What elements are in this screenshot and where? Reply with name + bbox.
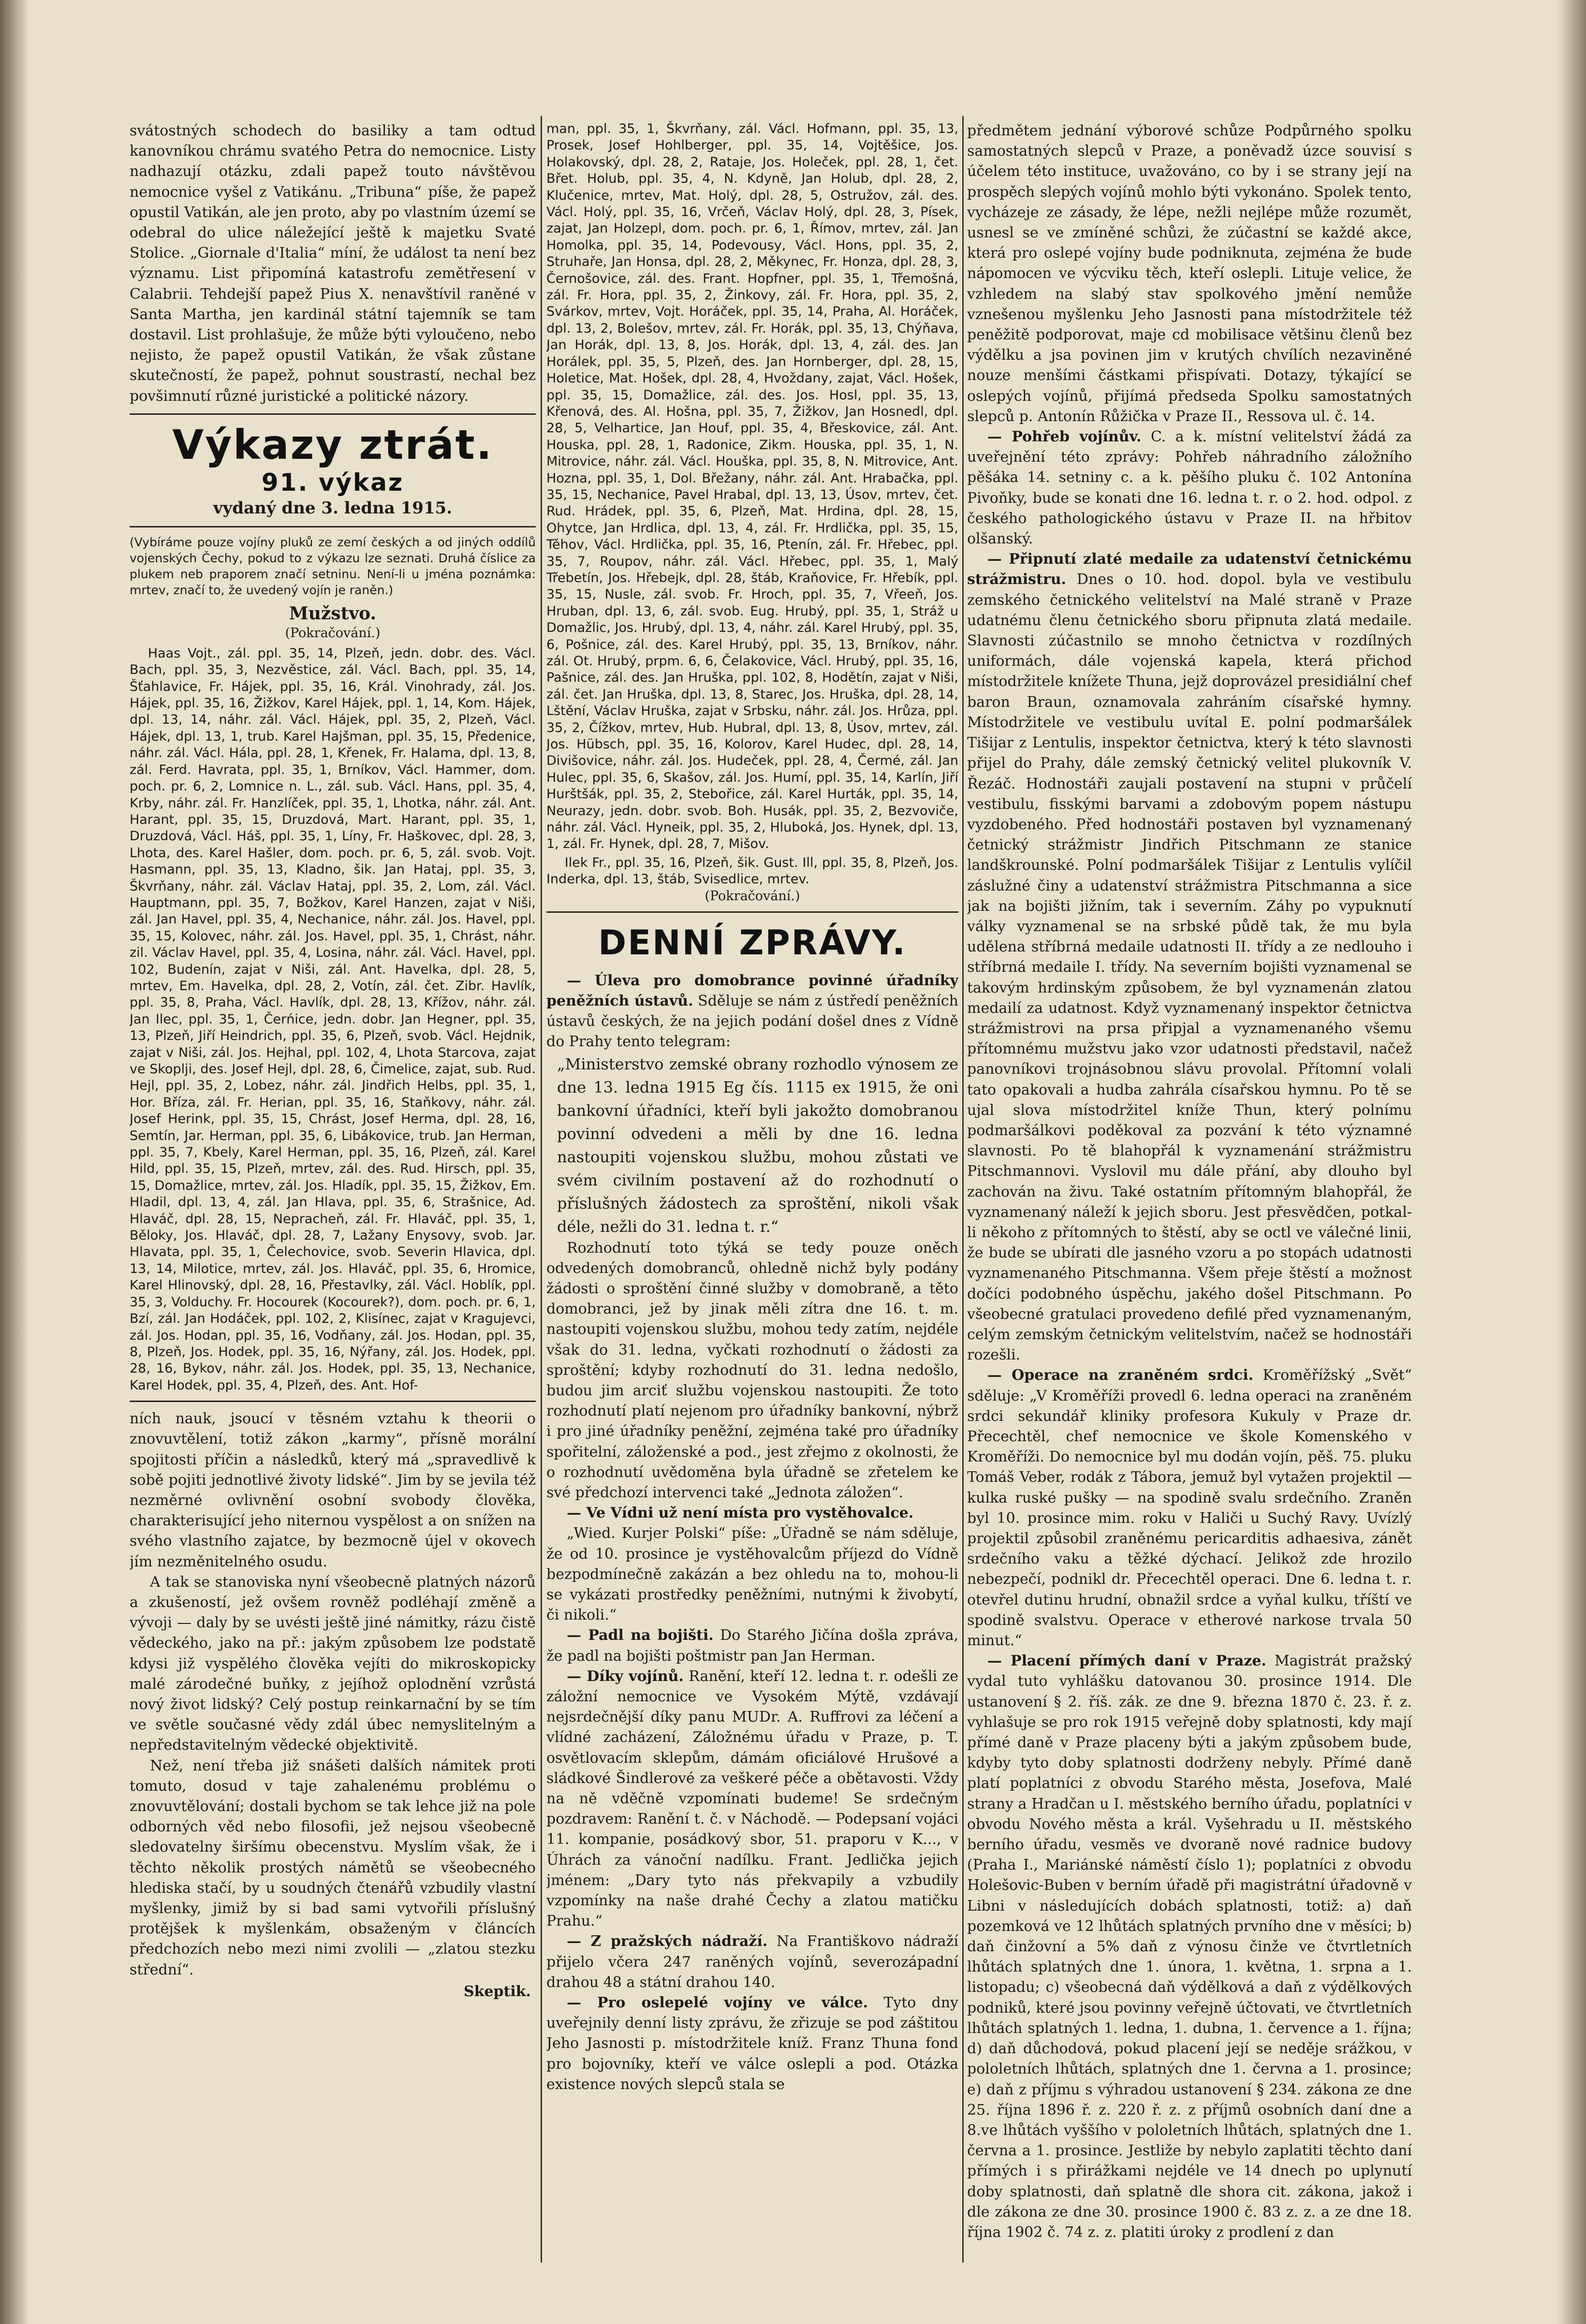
medaile-text: Dnes o 10. hod. dopol. byla ve vestibulu zemského četnického velitelství na Malé straně v Praze udatnému členu četnického sboru připnuta zlatá medaile. Slavnosti zúčastnilo se mnoho četnictva v rozdílných uniformách, dále vojenská kapela, která přichod místodržitele knížete Thuna, jejž doprovázel presidiální chef baron Braun, oznamovala zahráním císařské hymny. Místodržitele ve vestibulu uvítal E. polní podmaršálek Tišijar z Lentulis, inspektor četnictva, který k této slavnosti přijel do Prahy, dále zemský četnický velitel plukovník V. Řezáč. Hodnostáři zaujali postavení na stupni v průčelí vestibulu, fisskými barvami a zdobovým popem nástupu vyzdobeného. Před hodnostáři postaven byl vyznamenaný četnický strážmistr Jindřich Pitschmann ze stanice landškrounské. Polní podmaršálek Tišijar z Lentulis vylíčil záslužné činy a udatenství strážmistra Pitschmanna a sice jak na bojišti jižním, tak i severním. Záhy po vypuknutí války vyznamenal se na srbské půdě tak, že mu byla udělena stříbrná medaile udatnosti II. třídy a ze nedlouho i stříbrná medaile I. třídy. Na severním bojišti vyznamenal se takovým hrdinským způsobem, že byl vyznamenán zlatou medailí za udatnost. Když vyznamenaný inspektor četnictva strážmistrovi na prsa připjal a vyznamenaného všemu přítomnému mužstvu jako vzor udatnosti představil, načež panovníkovi trojnásobnou slávu provolal. Přítomní volali tato opakovali a hudba zahrála císařskou hymnu. Po tě se ujal slova místodržitel kníže Thun, který polnímu podmaršálkovi poděkoval za pozvání k této významné slavnosti. Po tě blahopřál k vyznamenání strážmistru Pitschmannovi. Vyslovil mu dále přání, aby dlouho byl zachován na živu. Také ostatním přítomným blahopřál, že vyznamenaný náleží k jejich sboru. Jest přesvědčen, potkal-li někoho z přítomných to štěstí, aby se octl ve válečné linii, že bude se ubírati dle jasného vzoru a po stopách udatnosti vyznamenaného Pitschmanna. Všem přeje štěstí a možnost dočíci podobného úspěchu, jakého došel Pitschmann. Po všeobecné gratulaci provedeno defilé před vyznamenaným, celým zemským četnickým velitelstvím, načež se hodnostáři rozešli. (967, 571, 1412, 1364)
vykaz-number: 91. výkaz (261, 468, 404, 497)
page-right-edge-shadow (1557, 0, 1586, 2324)
page-left-edge-shadow (0, 0, 29, 2324)
casualty-list-left: Haas Vojt., zál. ppl. 35, 14, Plzeň, jedn. dobr. des. Václ. Bach, ppl. 35, 3, Nezvěstice, zál. Václ. Bach, ppl. 35, 14, Šťahlavice, Fr. Hájek, ppl. 35, 16, Král. Vinohrady, zál. Jos. Hájek, ppl. 35, 16, Žižkov, Karel Hájek, ppl. 1, 14, Kom. Hájek, dpl. 13, 14, náhr. zál. Václ. Hájek, ppl. 35, 2, Plzeň, Václ. Hájek, dpl. 13, 1, trub. Karel Hajšman, ppl. 35, 15, Předenice, náhr. zál. Václ. Hála, ppl. 28, 1, Křenek, Fr. Halama, dpl. 13, 8, zál. Ferd. Havrata, ppl. 35, 1, Brníkov, Václ. Hammer, dom. poch. pr. 6, 2, Lomnice n. L., zál. sub. Václ. Hans, ppl. 35, 4, Krby, náhr. zál. Fr. Hanzlíček, ppl. 35, 1, Lhotka, náhr. zál. Ant. Harant, ppl. 35, 15, Druzdová, Mart. Harant, ppl. 35, 1, Druzdová, Václ. Háš, ppl. 35, 1, Líny, Fr. Haškovec, dpl. 28, 3, Lhota, des. Karel Hašler, dom. poch. pr. 6, 5, zál. svob. Vojt. Hasmann, ppl. 35, 13, Kladno, šik. Jan Hataj, ppl. 35, 3, Škvrňany, náhr. zál. Václav Hataj, ppl. 35, 2, Lom, zál. Václ. Hauptmann, ppl. 35, 7, Božkov, Karel Hanzen, zajat v Niši, zál. Jan Havel, ppl. 35, 4, Nechanice, náhr. zál. Jos. Havel, ppl. 35, 15, Kolovec, náhr. zál. Jos. Havel, ppl. 35, 1, Chrást, náhr. zil. Václav Havel, ppl. 35, 4, Losina, náhr. zál. Václ. Havel, ppl. 102, Budenín, zajat v Niši, zál. Ant. Havelka, dpl. 28, 5, mrtev, Em. Havelka, dpl. 28, 2, Votín, zál. čet. Zibr. Havlík, ppl. 35, 8, Praha, Václ. Havlík, dpl. 28, 13, Křížov, náhr. zál. Jan Ilec, ppl. 35, 1, Čerńice, jedn. dobr. Jan Hegner, ppl. 35, 13, Plzeň, Jiří Heindrich, ppl. 35, 6, Plzeň, svob. Václ. Hejdnik, zajat v Niši, zál. Jos. Hejhal, ppl. 102, 4, Lhota Starcova, zajat ve Skoplji, des. Josef Hejl, dpl. 28, 6, Čimelice, zajat, sub. Rud. Hejl, ppl. 35, 2, Lobez, náhr. zál. Jindřich Helbs, ppl. 35, 1, Hor. Bříza, zál. Fr. Herian, ppl. 35, 16, Staňkovy, náhr. zál. Josef Herink, ppl. 35, 15, Chrást, Josef Herma, dpl. 28, 16, Semtín, Jar. Herman, ppl. 35, 6, Libákovice, trub. Jan Herman, ppl. 35, 7, Kbely, Karel Herman, ppl. 35, 16, Plzeň, zál. Karel Hild, ppl. 35, 15, Plzeň, mrtev, zál. des. Rud. Hirsch, ppl. 35, 15, Domažlice, mrtev, zál. Jos. Hladík, ppl. 35, 15, Žižkov, Em. Hladil, dpl. 13, 4, zál. Jan Hlava, ppl. 35, 6, Strašnice, Ad. Hlaváč, dpl. 28, 15, Nepracheň, zál. Fr. Hlaváč, ppl. 35, 1, Běloky, Jos. Hlaváč, dpl. 28, 7, Lažany Enysovy, svob. Jar. Hlavata, ppl. 35, 1, Čelechovice, svob. Severin Hlavica, dpl. 13, 14, Milotice, mrtev, zál. Jos. Hlaváč, ppl. 35, 6, Hromice, Karel Hlinovský, dpl. 28, 16, Přestavlky, zál. Václ. Hoblík, ppl. 35, 3, Volduchy. Fr. Hocourek (Kocourek?), dom. poch. pr. 6, 1, Bzí, zál. Jan Hodáček, ppl. 102, 2, Klisínec, zajat v Kragujevci, zál. Jos. Hodan, ppl. 35, 16, Vodňany, zál. Jos. Hodan, ppl. 35, 8, Plzeň, Jos. Hodek, ppl. 35, 16, Nýřany, zál. Jos. Hodek, ppl. 28, 16, Bykov, náhr. zál. Jos. Hodek, ppl. 35, 13, Nechanice, Karel Hodek, ppl. 35, 4, Plzeň, des. Ant. Hof- (130, 645, 536, 1393)
vidni-text: „Wied. Kurjer Polski“ píše: „Úřadně se nám sděluje, že od 10. prosince je vystěhovalcům příjezd do Vídně bezpodmínečně zakázán a bez ohledu na to, mohou-li se vykázati prostředky peněžními, nutnými k živobytí, či nikoli.“ (546, 1525, 958, 1624)
slepci-paragraph: předmětem jednání výborové schůze Podpůrného spolku samostatných slepců v Praze, a poněvadž úzce souvisí s účelem této instituce, uvažováno, co by i se strany její na prospěch slepých vojínů mohlo býti vykonáno. Spolek tento, vycházeje ze zásady, že lépe, nežli nejlépe může rozumět, usnesl se ve zmíněné schůzi, že zúčastní se každé akce, která pro oslepé vojíny bude podniknuta, zejména že bude nápomocen ve výcviku těch, kteří oslepli. Lituje velice, že vzhledem na slabý stav spolkového jmění nemůže vznešenou myšlenku Jeho Jasnosti pana místodržitele též peněžitě podporovat, maje cd mobilisace většinu členů bez výdělku a jsa povinen jim v krutých chvílích nezaviněné nouze menšími částkami přispívati. Dotazy, týkající se oslepých vojínů, přijímá předseda Spolku samostatných slepců p. Antonín Růžička v Praze II., Ressova ul. č. 14. (967, 122, 1412, 425)
dane-headline: — Placení přímých daní v Praze. (987, 1652, 1266, 1670)
conclusion-paragraph: Než, není třeba již snášeti dalších námitek proti tomuto, dosud v taje zahalenému problému o znovuvtělování; dostali bychom se tak lehce již na pole odborných věd nebo filosofii, jež nejsou všeobecně sledovatelny širšímu obecenstvu. Myslím však, že i těchto několik prostých námětů se všeobecného hlediska stačí, by u soudných čtenářů vzbudily vlastní myšlenky, jimiž by si bad sami vytvořili příslušný protějšek k myšlenkám, obsaženým v článcích předchozích nebo mezi nimi zvolili — „zlatou stezku střední“. (130, 1757, 536, 1978)
nadrazi-headline: — Z pražských nádraží. (567, 1933, 768, 1950)
diky-text: Ranění, kteří 12. ledna t. r. odešli ze záložní nemocnice ve Vysokém Mýtě, vzdávají nejsrdečnější díky panu MUDr. A. Ruffrovi za léčení a vlídné zacházení, Záložnému úřadu v Praze, p. T. osvětlovacím sklepům, dámám oficiálové Hrušové a sládkové Šindlerové za veškeré péče a obětavosti. Vždy na ně vděčně vzpomínati budeme! Se srdečným pozdravem: Ranění t. č. v Náchodě. — Podepsaní vojáci 11. kompanie, posádkový sbor, 51. praporu v K..., v Úhrách za vánoční nadílku. Frant. Jedlička jejich jménem: „Dary tyto nás překvapily a vzbudily vzpomínky na naše drahé Čechy a zlatou matičku Prahu.“ (546, 1667, 958, 1930)
muzstvo-continued: (Pokračování.) (285, 625, 381, 641)
dane-text: Magistrát pražský vydal tuto vyhlášku datovanou 30. prosince 1914. Dle ustanovení § 2. říš. zák. ze dne 9. března 1870 č. 23. ř. z. vyhlašuje se pro rok 1915 veřejně doby splatnosti, kdy mají přímé daně v Praze placeny býti a jakým způsobem bude, kdyby tyto doby splatnosti dodrženy nebyly. Přímé daně platí poplatníci z obvodu Starého města, Josefova, Malé strany a Hradčan u I. městského berního úřadu, poplatníci v obvodu Nového města a král. Vyšehradu u II. městského berního úřadu, vesměs ve dvoraně nové radnice budovy (Praha I., Mariánské náměstí číslo 1); poplatníci z obvodu Holešovic-Buben v berním úřadě při magistrátní úřadovně v Libni v následujících dobách splatnosti, totiž: a) daň pozemková ve 12 lhůtách splatných prvního dne v měsíci; b) daň činžovní a 5% daň z výnosu činže ve čtvrtletních lhůtách splatných dne 1. února, 1. května, 1. srpna a 1. listopadu; c) všeobecná daň výdělková a daň z výdělkových podniků, které jsou povinny veřejně účtovati, ve čtvrtletních lhůtách splatných 1. ledna, 1. dubna, 1. července a 1. října; d) daň důchodová, pokud placení její se neděje srážkou, v pololetních lhůtách, splatných dne 1. června a 1. prosince; e) daň z příjmu s výhradou ustanovení § 234. zákona ze dne 25. října 1896 ř. z. 220 ř. z. z příjmů osobních daní dne a 8.ve lhůtách vyššího v pololetních lhůtách, splatných dne 1. června a 1. prosince. Jestliže by nebylo zaplatiti těchto daní přímých i s přirážkami nejdéle ve 14 dnech po uplynutí doby splatnosti, daň splatně dle shora cit. zákona, jakož i dle zákona ze dne 30. prosince 1900 č. 83 z. z. a ze dne 18. října 1902 č. 74 z. z. platiti úroky z prodlení z dan (967, 1652, 1412, 2241)
left-column (130, 121, 536, 2258)
padl-text: Do Starého Jičína došla zpráva, že padl na bojišti poštmistr pan Jan Herman. (546, 1627, 958, 1665)
right-column (967, 121, 1412, 2258)
padl-headline: — Padl na bojišti. (567, 1627, 714, 1644)
section-rule (130, 1401, 536, 1402)
vidni-headline: — Ve Vídni už není místa pro vystěhovalce. (567, 1505, 914, 1522)
diky-headline: — Díky vojínů. (567, 1667, 684, 1685)
vykazy-ztrat-title: Výkazy ztrát. (172, 421, 493, 468)
uleva-text: Sděluje se nám z ústředí peněžních ústavů českých, že na jejich podání došel dnes z Vídně do Prahy tento telegram: (546, 992, 958, 1051)
nadrazi-text: Na Františkovo nádraží přijelo včera 247 raněných vojínů, severozápadní drahou 48 a státní drahou 140. (546, 1933, 958, 1991)
medaile-headline: — Připnutí zlaté medaile za udatenství četnickému strážmistru. (967, 551, 1412, 588)
casualty-list-middle: man, ppl. 35, 1, Škvrňany, zál. Václ. Hofmann, ppl. 35, 13, Prosek, Josef Hohlberger, ppl. 35, 14, Vojtěšice, Jos. Holakovský, dpl. 28, 2, Rataje, Jos. Holeček, ppl. 28, 1, čet. Břet. Holub, ppl. 35, 4, N. Kdyně, Jan Holub, dpl. 28, 2, Klučenice, mrtev, Mat. Holý, dpl. 28, 5, Ostružov, zál. des. Václ. Holý, ppl. 35, 16, Vrčeň, Václav Holý, dpl. 28, 3, Písek, zajat, Jan Holzepl, dom. poch. pr. 6, 1, Římov, mrtev, zál. Jan Homolka, ppl. 35, 14, Podevousy, Václ. Hons, ppl. 35, 2, Struhaře, Jan Honsa, dpl. 28, 2, Měkynec, Fr. Honza, dpl. 28, 3, Černošovice, zál. des. Frant. Hopfner, ppl. 35, 1, Třemošná, zál. Fr. Hora, ppl. 35, 2, Žinkovy, zál. Fr. Hora, ppl. 35, 2, Svárkov, mrtev, Vojt. Horáček, ppl. 35, 14, Praha, Al. Horáček, dpl. 13, 2, Bolešov, mrtev, zál. Fr. Horák, ppl. 35, 13, Chýňava, Jan Horák, dpl. 13, 8, Jos. Horák, dpl. 13, 4, zál. des. Jan Horálek, ppl. 35, 5, Plzeň, des. Jan Hornberger, dpl. 28, 15, Holetice, Mat. Hošek, dpl. 28, 4, Hvoždany, zajat, Václ. Hošek, ppl. 35, 15, Domažlice, zál. des. Jos. Hosl, ppl. 35, 13, Křenová, des. Al. Hošna, ppl. 35, 7, Žižkov, Jan Hosnedl, dpl. 28, 5, Velhartice, Jan Houf, ppl. 35, 4, Břeskovice, zál. Ant. Houska, ppl. 28, 1, Radonice, Zikm. Houska, ppl. 35, 1, N. Mitrovice, náhr. zál. Václ. Houška, ppl. 35, 8, N. Mitrovice, Ant. Hozna, ppl. 35, 1, Dol. Břežany, náhr. zál. Ant. Hrabačka, ppl. 35, 15, Nechanice, Pavel Hrabal, dpl. 13, 13, Úsov, mrtev, čet. Rud. Hrádek, ppl. 35, 6, Plzeň, Mat. Hrdina, dpl. 28, 15, Ohytce, Jan Hrdlica, dpl. 13, 4, zál. Fr. Hrdlička, ppl. 35, 15, Těhov, Václ. Hrdlička, ppl. 35, 16, Ptenín, zál. Fr. Hřebec, ppl. 35, 7, Roupov, náhr. zál. Václ. Hřebec, ppl. 35, 1, Malý Třebetín, Jos. Hřebejk, dpl. 28, štáb, Kraňovice, Fr. Hřebík, ppl. 35, 15, Nusle, zál. svob. Fr. Hroch, ppl. 35, 7, Vřeeň, Jos. Hruban, dpl. 13, 6, zál. svob. Eug. Hrubý, ppl. 35, 1, Stráž u Domažlic, Jos. Hrubý, dpl. 13, 4, náhr. zál. Karel Hrubý, ppl. 35, 6, Pošnice, zál. des. Karel Hrubý, ppl. 35, 13, Brníkov, náhr. zál. Ot. Hrubý, prpm. 6, 6, Čelakovice, Václ. Hrubý, ppl. 35, 16, Pašnice, zál. des. Jan Hruška, ppl. 102, 8, Hodětín, zajat v Niši, zál. čet. Jan Hruška, dpl. 13, 8, Starec, Jos. Hruška, dpl. 28, 14, Lštění, Václav Hruška, zajat v Srbsku, náhr. zál. Jos. Hrůza, ppl. 35, 2, Čížkov, mrtev, Hub. Hubral, dpl. 13, 8, Úsov, mrtev, zál. Jos. Hübsch, ppl. 35, 16, Kolorov, Karel Hudec, dpl. 28, 14, Divišovice, náhr. zál. Jos. Hudeček, ppl. 28, 4, Čermé, zál. Jan Hulec, ppl. 35, 6, Skašov, zál. Jos. Humí, ppl. 35, 14, Karlín, Jiří Hurštšák, ppl. 35, 2, Stebořice, zál. Karel Hurták, ppl. 35, 14, Neurazy, jedn. dobr. svob. Boh. Husák, ppl. 35, 2, Bezvoviče, náhr. zál. Václ. Hyneik, ppl. 35, 2, Hluboká, Jos. Hynek, dpl. 13, 1, zál. Fr. Hynek, dpl. 28, 7, Mišov. (546, 121, 958, 852)
list-continued: (Pokračování.) (705, 888, 800, 904)
pohreb-text: C. a k. místní velitelství žádá za uveřejnění této zprávy: Pohřeb náhradního záložního pěšáka 14. setniny c. a k. pěšího pluku č. 102 Antonína Pivoňky, bude se konati dne 16. ledna t. r. o 2. hod. odpol. z českého pathologického ústavu v Praze II. na hřbitov olšanský. (967, 428, 1412, 548)
vykaz-date: vydaný dne 3. ledna 1915. (213, 498, 453, 518)
author-signature: Skeptik. (464, 1983, 531, 2000)
operace-text: Kroměřížský „Svět“ sděluje: „V Kroměříži provedl 6. ledna operaci na zraněném srdci sekundář kliniky profesora Kukuly v Praze dr. Přecechtěl, chef nemocnice ve škole Komenského v Kroměříži. Do nemocnice byl mu dodán vojín, pěš. 75. pluku Tomáš Veber, rodák z Tábora, jemuž byl vytažen projektil — kulka ruské pušky — na spodině svalu srdečního. Zraněn byl 10. prosince mim. roku v Haliči u Suchý Ravy. Uvízlý projektil způsobil zraněnému pericarditis adhaesiva, zánět srdečního vaku a těžké dýchací. Jelikož zde hrozilo nebezpečí, podnikl dr. Přecechtěl operaci. Dne 6. ledna t. r. otevřel dutinu hrudní, obnažil srdce a vyňal kulku, tříští ve spodině svalstvu. Operace v etherové narkose trvala 50 minut.“ (967, 1367, 1412, 1650)
section-rule (130, 413, 536, 415)
slepci-headline: — Pro oslepelé vojíny ve válce. (567, 1994, 868, 2012)
pope-article-paragraph: svátostných schodech do basiliky a tam odtud kanovníkou chrámu svatého Petra do nemocnice. Listy nadhazují otázku, zdali papež touto návštěvou nemocnice vyšel z Vatikánu. „Tribuna“ píše, že papež opustil Vatikán, ale jen proto, aby po vlastním území se odebral do ulice náležející ještě k majetku Svaté Stolice. „Giornale d'Italia“ míní, že událost ta není bez významu. List připomíná katastrofu zemětřesení v Calabrii. Tehdejší papež Pius X. nenavštívil raněné v Santa Martha, jen kardinál státní tajemník se tam dostavil. List prohlašuje, že může býti vyloučeno, nebo nejisto, že papež opustil Vatikán, že však zůstane skutečností, že papež, pohnut soustrastí, nechal bez povšimnutí různé juristické a politické názory. (130, 122, 536, 405)
middle-column (546, 121, 958, 2258)
pohreb-headline: — Pohřeb vojínův. (987, 428, 1142, 446)
section-rule (130, 526, 536, 527)
vykaz-notice: (Vybíráme pouze vojíny pluků ze zemí českých a od jiných oddílů vojenských Čechy, pokud to z výkazu lze seznati. Druhá číslice za plukem neb praporem značí setninu. Není-li u jména poznámka: mrtev, značí to, že uvedený vojín je raněn.) (130, 535, 536, 597)
karma-paragraph: ních nauk, jsoucí v těsném vztahu k theorii o znovuvtělení, totiž zákon „karmy“, přísně morální spojitosti příčin a následků, který má „spravedlivě k sobě pojiti jednotlivé životy lidské“. Jim by se jevila též nezměrné ovlivnění osobní svobody člověka, charakterisující jeho niternou vyspělost a on snížen na svého vlastního zajatce, by bezmocně újel v okovech jím nezměnitelného osudu. (130, 1410, 536, 1570)
column-divider-right (962, 116, 964, 2263)
column-divider-left (541, 116, 542, 2263)
muzstvo-heading: Mužstvo. (289, 603, 377, 624)
rozhodnuti-paragraph: Rozhodnutí toto týká se tedy pouze oněch odvedených domobranců, ohledně nichž byly podány žádosti o sproštění činné služby v domobraně, a těto domobranci, jež by jinak měli zítra dne 16. t. m. nastoupiti vojenskou službu, mohou tedy zatím, nejdéle však do 31. ledna, vyčkati rozhodnutí o žádosti za sproštění; kdyby rozhodnutí do 31. ledna nedošlo, budou jim arciť službu vojenskou nastoupiti. Že toto rozhodnutí platí nejenom pro úřadníky bankovní, nýbrž i pro jiné úřadníky peněžní, zejména také pro úřadníky spořitelní, záloženské a pod., jest zřejmo z okolnosti, že o rozhodnutí uvědoměna byla úřadně se zřetelem ke své předchozí intervenci také „Jednota záložen“. (546, 1239, 958, 1501)
section-rule (546, 911, 958, 913)
telegram-quote: „Ministerstvo zemské obrany rozhodlo výnosem ze dne 13. ledna 1915 Eg čís. 1115 ex 1915, že oni bankovní úřadníci, kteří byli jakožto domobranou povinní odvedeni a měli by dne 16. ledna nastoupiti vojenskou službu, mohou zůstati ve svém civilním postavení až do rozhodnutí o příslušných žádostech za sproštění, nikoli však déle, nežli do 31. ledna t. r.“ (557, 1054, 958, 1236)
slepci-text: Tyto dny uveřejnily denní listy zprávu, že zřizuje se pod záštitou Jeho Jasnosti p. místodržitele kníž. Franz Thuna fond pro bojovníky, kteří ve válce oslepli a pod. Otázka existence nových slepců stala se (546, 1994, 958, 2093)
operace-headline: — Operace na zraněném srdci. (987, 1367, 1254, 1384)
science-paragraph: A tak se stanoviska nyní všeobecně platných názorů a zkušeností, jež ovšem rovněž podléhají změně a vývoji — daly by se uvésti ještě jiné námitky, rázu čistě vědeckého, jako na př.: jakým způsobem lze podstatě kdysi již vyspělého člověka vejíti do mikroskopicky malé zárodečné buňky, z jejíhož oplodnění vzrůstá nový život lidský? Celý postup reinkarnační by se tím ve světle současné vědy zdál úbec nemyslitelným a nepředstavitelným vědecké objektivitě. (130, 1573, 536, 1754)
denni-zpravy-title: DENNÍ ZPRÁVY. (598, 922, 907, 963)
casualty-list-end: Ilek Fr., ppl. 35, 16, Plzeň, šik. Gust. Ill, ppl. 35, 8, Plzeň, Jos. Inderka, dpl. 13, štáb, Svisedlice, mrtev. (546, 855, 958, 887)
uleva-headline: — Úleva pro domobrance povinné úřadníky peněžních ústavů. (546, 972, 958, 1009)
